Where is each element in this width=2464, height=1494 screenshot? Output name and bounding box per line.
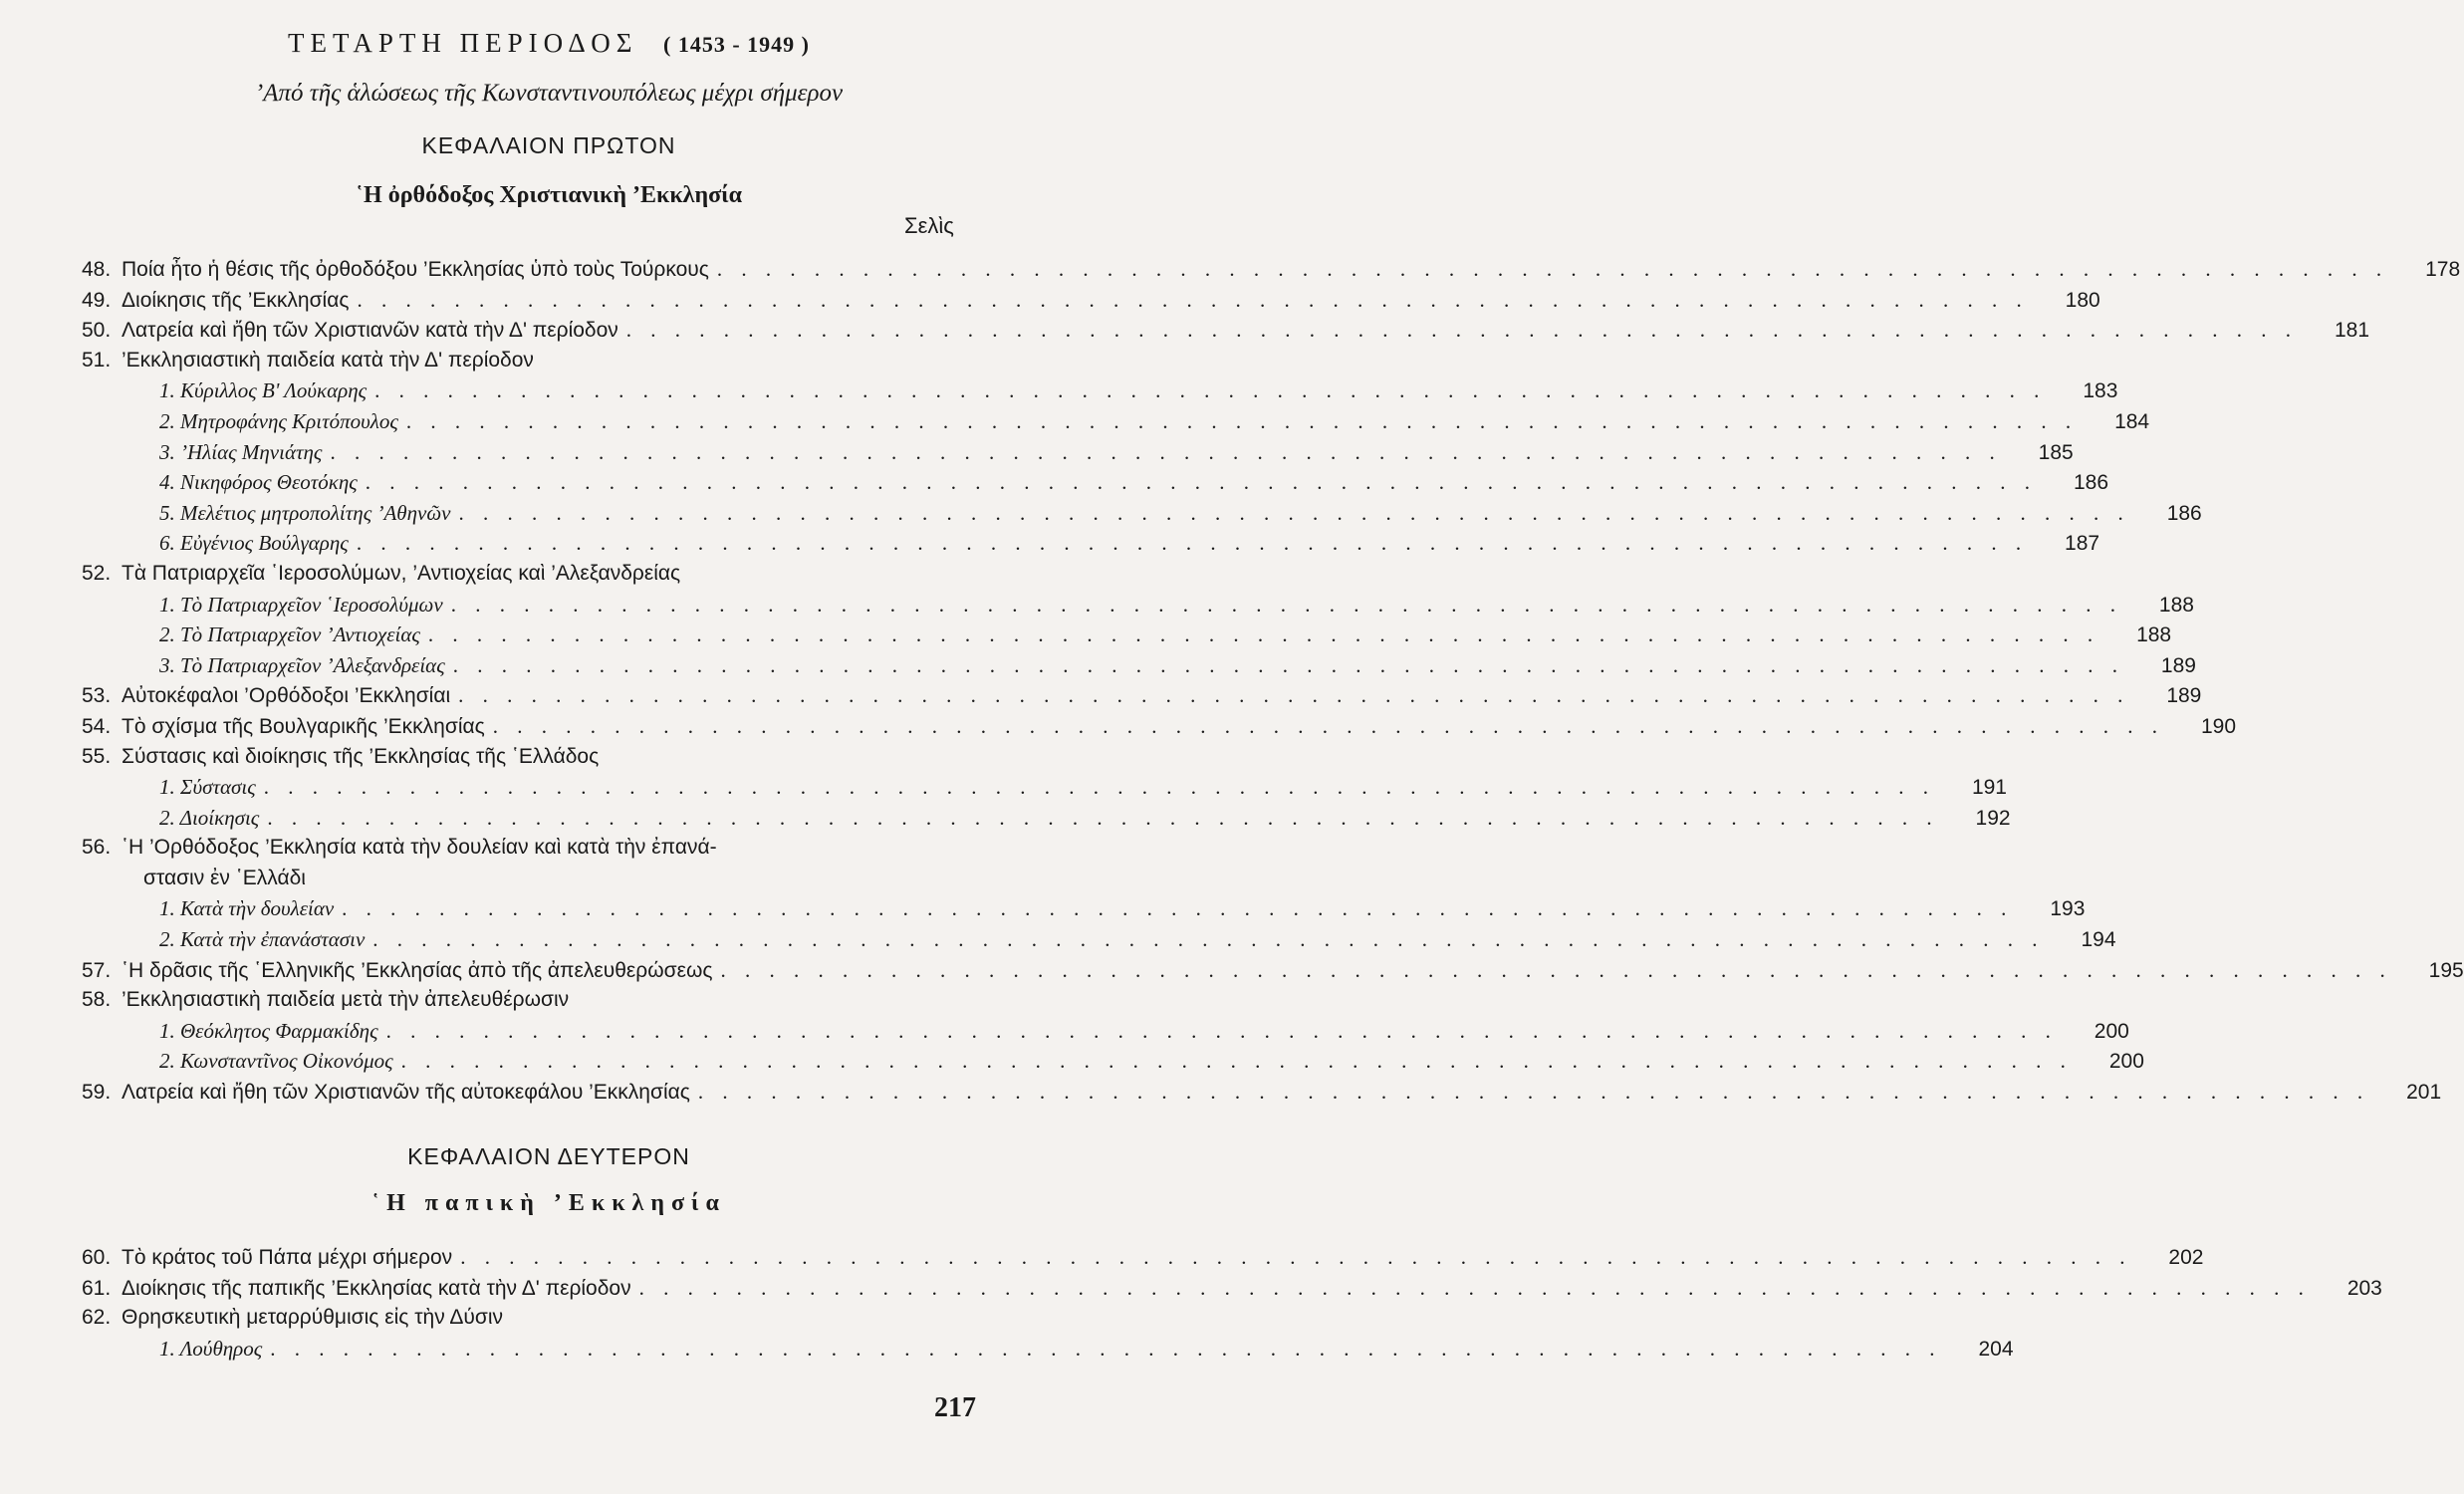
toc-entry-label [82, 775, 256, 800]
toc-entry-text: 6. Εὐγένιος Βούλγαρης [159, 531, 349, 556]
toc-entry-label [82, 289, 349, 313]
toc-entry [82, 1018, 2129, 1050]
toc-entry-number: 53. [82, 684, 112, 708]
toc-entry-label [82, 959, 712, 983]
dot-leader [460, 1245, 2131, 1270]
toc-entry-page: 192 [1975, 806, 2011, 830]
toc-entry-page: 190 [2200, 714, 2237, 738]
dot-leader [357, 531, 2028, 556]
toc-entry-label [82, 1081, 690, 1105]
toc-entry [82, 714, 2237, 745]
toc-entry-label [82, 622, 420, 647]
toc-entry [82, 1306, 958, 1337]
toc-entry-text: Θρησκευτικὴ μεταρρύθμισις εἰς τὴν Δύσιν [122, 1306, 504, 1330]
toc-entry-text: 1. Λούθηρος [159, 1336, 263, 1361]
toc-entry-text: 3. ’Ηλίας Μηνιάτης [159, 439, 323, 464]
toc-entry-page: 195 [2428, 958, 2464, 982]
toc-entry [82, 958, 2464, 989]
toc-entry-text: 5. Μελέτιος μητροπολίτης ’Αθηνῶν [159, 500, 451, 525]
toc-entry-text: 2. Κωνσταντῖνος Οἰκονόμος [159, 1049, 393, 1074]
toc-entry-label [82, 440, 322, 465]
toc-entry [82, 408, 2150, 440]
dot-leader [267, 806, 1938, 831]
dot-leader [406, 409, 2078, 434]
toc-entry [82, 562, 958, 593]
dot-leader [264, 775, 1935, 800]
toc-entry-label [82, 470, 358, 495]
toc-entry-number: 52. [82, 561, 112, 585]
toc-entry-page: 183 [2083, 379, 2118, 403]
toc-entry-page: 178 [2425, 258, 2461, 281]
toc-entry-number: 57. [82, 958, 112, 982]
toc-entry [82, 652, 2196, 684]
toc-entry-number: 62. [82, 1306, 112, 1330]
toc-entry [82, 805, 2011, 837]
toc-entry [82, 500, 2202, 532]
dot-leader [717, 257, 2388, 282]
toc-entry-text: 1. Σύστασις [159, 775, 256, 800]
period-title [0, 28, 1098, 59]
toc-entry-number: 48. [82, 258, 112, 281]
toc-entry-number: 49. [82, 288, 112, 312]
toc-entry-text: ’Εκκλησιαστικὴ παιδεία μετὰ τὴν ἀπελευθέρωσιν [122, 988, 570, 1012]
toc-entry-label [82, 684, 450, 708]
toc-entry-page: 200 [2108, 1050, 2144, 1074]
dot-leader [366, 470, 2037, 495]
page-number: 217 [934, 1392, 976, 1423]
toc-entry-page: 180 [2065, 288, 2100, 312]
toc-entry-page: 181 [2335, 319, 2370, 343]
toc-entry-text: Ποία ἦτο ἡ θέσις τῆς ὀρθοδόξου ’Εκκλησίας ὑπὸ τοὺς Τούρκους [122, 258, 709, 281]
dot-leader [453, 653, 2124, 678]
dot-leader [720, 958, 2391, 983]
toc-entry-number: 61. [82, 1276, 112, 1300]
toc-entry [82, 257, 2461, 288]
toc-entry [82, 775, 2007, 806]
toc-entry-text: 2. Τὸ Πατριαρχεῖον ’Αντιοχείας [159, 622, 420, 647]
toc-entry-number: 58. [82, 988, 112, 1012]
toc-entry-page: 188 [2158, 593, 2194, 617]
toc-entry-label [82, 927, 365, 952]
toc-entry-page: 202 [2168, 1246, 2204, 1269]
toc-entry-label [82, 867, 306, 890]
toc-entry-label [82, 593, 443, 618]
dot-leader [401, 1049, 2073, 1074]
toc-entry [82, 288, 2100, 319]
toc-entry-text: 4. Νικηφόρος Θεοτόκης [159, 470, 358, 495]
toc-entry-label [82, 896, 334, 921]
toc-entry [82, 531, 2100, 562]
dot-leader [493, 714, 2164, 739]
toc-entry-text: 3. Τὸ Πατριαρχεῖον ’Αλεξανδρείας [159, 652, 445, 677]
dot-leader [342, 896, 2013, 921]
period-title-text: ΤΕΤΑΡΤΗ ΠΕΡΙΟΔΟΣ [288, 28, 638, 58]
period-years: ( 1453 - 1949 ) [663, 32, 810, 57]
toc-entry-page: 186 [2166, 501, 2202, 525]
toc-entry-label [82, 836, 717, 860]
toc-entry-label [82, 378, 367, 403]
toc-entry [82, 867, 958, 897]
toc-entry [82, 439, 2074, 471]
dot-leader [639, 1276, 2311, 1301]
toc-entry [82, 592, 2194, 623]
toc-entry-label [82, 1246, 452, 1270]
toc-entry-text: Λατρεία καὶ ἤθη τῶν Χριστιανῶν τῆς αὐτοκεφάλου ’Εκκλησίας [122, 1081, 690, 1105]
toc-entry [82, 896, 2086, 927]
toc-entry-text: Διοίκησις τῆς ’Εκκλησίας [122, 288, 350, 312]
toc-entry-number: 55. [82, 744, 112, 768]
chapter-two-contents [82, 1245, 2382, 1367]
toc-entry-page: 204 [1978, 1337, 2014, 1361]
dot-leader [458, 683, 2129, 708]
toc-entry-page: 194 [2081, 928, 2116, 952]
toc-entry-label [82, 349, 534, 373]
pages-column-label: Σελὶς [904, 213, 954, 238]
toc-entry-label [82, 745, 599, 769]
dot-leader [428, 622, 2099, 647]
toc-entry-label [82, 988, 569, 1012]
toc-entry-label [82, 501, 451, 526]
toc-entry-text: ’Εκκλησιαστικὴ παιδεία κατὰ τὴν Δ' περίοδον [122, 348, 534, 372]
period-subtitle: ’Από τῆς ἁλώσεως τῆς Κωνσταντινουπόλεως μέχρι σήμερον [254, 80, 844, 107]
toc-entry-label [82, 1277, 631, 1301]
toc-entry [82, 927, 2116, 958]
toc-entry-page: 184 [2114, 409, 2150, 433]
toc-entry-label [82, 806, 259, 831]
toc-entry [82, 1245, 2204, 1276]
toc-entry-text: 1. Τὸ Πατριαρχεῖον ῾Ιεροσολύμων [159, 592, 443, 617]
toc-entry [82, 745, 958, 776]
toc-entry-number: 50. [82, 319, 112, 343]
toc-entry-text: 1. Θεόκλητος Φαρμακίδης [159, 1018, 378, 1043]
toc-entry-text: στασιν ἐν ῾Ελλάδι [143, 866, 306, 889]
toc-entry [82, 1336, 2014, 1368]
toc-entry [82, 349, 958, 379]
dot-leader [386, 1019, 2058, 1044]
toc-entry [82, 836, 958, 867]
toc-entry-label [82, 653, 445, 678]
toc-entry-text: Τὸ κράτος τοῦ Πάπα μέχρι σήμερον [122, 1246, 453, 1269]
toc-entry [82, 1080, 2442, 1111]
toc-entry-page: 201 [2406, 1081, 2442, 1105]
toc-entry-page: 187 [2065, 532, 2100, 556]
toc-entry-number: 59. [82, 1081, 112, 1105]
toc-entry-page: 193 [2050, 897, 2086, 921]
toc-entry [82, 470, 2109, 501]
toc-entry [82, 1276, 2382, 1307]
toc-entry [82, 378, 2118, 409]
chapter-two-title: ῾Η παπικὴ ’Εκκλησία [371, 1190, 726, 1216]
toc-entry-text: Τὰ Πατριαρχεῖα ῾Ιεροσολύμων, ’Αντιοχείας καὶ ’Αλεξανδρείας [122, 561, 681, 585]
toc-entry-number: 56. [82, 836, 112, 860]
toc-entry-label [82, 319, 618, 343]
toc-entry-page: 188 [2136, 623, 2172, 647]
toc-entry-label [82, 1049, 393, 1074]
toc-entry-text: Διοίκησις τῆς παπικῆς ’Εκκλησίας κατὰ τὴν Δ' περίοδον [122, 1276, 631, 1300]
toc-entry-label [82, 409, 398, 434]
toc-entry-text: 1. Κύριλλος Β' Λούκαρης [159, 378, 368, 403]
toc-entry-label [82, 562, 680, 586]
toc-entry-page: 186 [2074, 471, 2109, 495]
toc-entry-text: Λατρεία καὶ ἤθη τῶν Χριστιανῶν κατὰ τὴν Δ' περίοδον [122, 319, 618, 343]
toc-entry-page: 185 [2038, 440, 2074, 464]
toc-entry-label [82, 258, 709, 282]
dot-leader [451, 593, 2122, 618]
toc-entry-page: 189 [2160, 653, 2196, 677]
toc-entry-page: 191 [1971, 776, 2007, 800]
toc-entry [82, 988, 958, 1019]
toc-entry-text: Σύστασις καὶ διοίκησις τῆς ’Εκκλησίας τῆς ῾Ελλάδος [122, 744, 600, 768]
toc-entry-text: ῾Η δρᾶσις τῆς ῾Ελληνικῆς ’Εκκλησίας ἀπὸ τῆς ἀπελευθερώσεως [122, 958, 713, 982]
toc-entry-text: 1. Κατὰ τὴν δουλείαν [159, 896, 335, 921]
chapter-one-contents [82, 257, 2464, 1111]
toc-entry [82, 318, 2370, 349]
toc-entry-page: 189 [2166, 684, 2202, 708]
toc-entry-text: 2. Διοίκησις [159, 805, 260, 830]
dot-leader [374, 378, 2046, 403]
toc-entry-number: 54. [82, 714, 112, 738]
dot-leader [698, 1080, 2369, 1105]
toc-entry-label [82, 1337, 262, 1362]
toc-entry [82, 622, 2172, 653]
dot-leader [626, 318, 2298, 343]
toc-entry-text: 2. Μητροφάνης Κριτόπουλος [159, 408, 398, 433]
toc-entry-label [82, 531, 349, 556]
dot-leader [330, 440, 2001, 465]
toc-entry [82, 683, 2202, 714]
toc-entry-text: 2. Κατὰ τὴν ἐπανάστασιν [159, 927, 366, 952]
toc-entry-page: 200 [2094, 1019, 2129, 1043]
toc-entry-text: Τὸ σχίσμα τῆς Βουλγαρικῆς ’Εκκλησίας [122, 714, 485, 738]
dot-leader [459, 501, 2130, 526]
toc-entry-text: ῾Η ’Ορθόδοξος ’Εκκλησία κατὰ τὴν δουλείαν καὶ κατὰ τὴν ἐπανά- [122, 836, 717, 860]
dot-leader [372, 927, 2044, 952]
toc-entry-number: 60. [82, 1246, 112, 1269]
toc-entry-number: 51. [82, 348, 112, 372]
chapter-one-title: ῾Η ὀρθόδοξος Χριστιανικὴ ’Εκκλησία [356, 182, 742, 208]
chapter-two-heading: ΚΕΦΑΛΑΙΟΝ ΔΕΥΤΕΡΟΝ [407, 1143, 690, 1169]
toc-entry-page: 203 [2346, 1276, 2382, 1300]
toc-entry-text: Αὐτοκέφαλοι ’Ορθόδοξοι ’Εκκλησίαι [122, 684, 451, 708]
chapter-one-heading: ΚΕΦΑΛΑΙΟΝ ΠΡΩΤΟΝ [421, 132, 676, 158]
toc-entry-label [82, 1019, 378, 1044]
toc-entry-label [82, 715, 485, 739]
toc-entry-label [82, 1306, 503, 1330]
dot-leader [270, 1337, 1941, 1362]
toc-entry [82, 1049, 2144, 1080]
dot-leader [357, 288, 2028, 313]
